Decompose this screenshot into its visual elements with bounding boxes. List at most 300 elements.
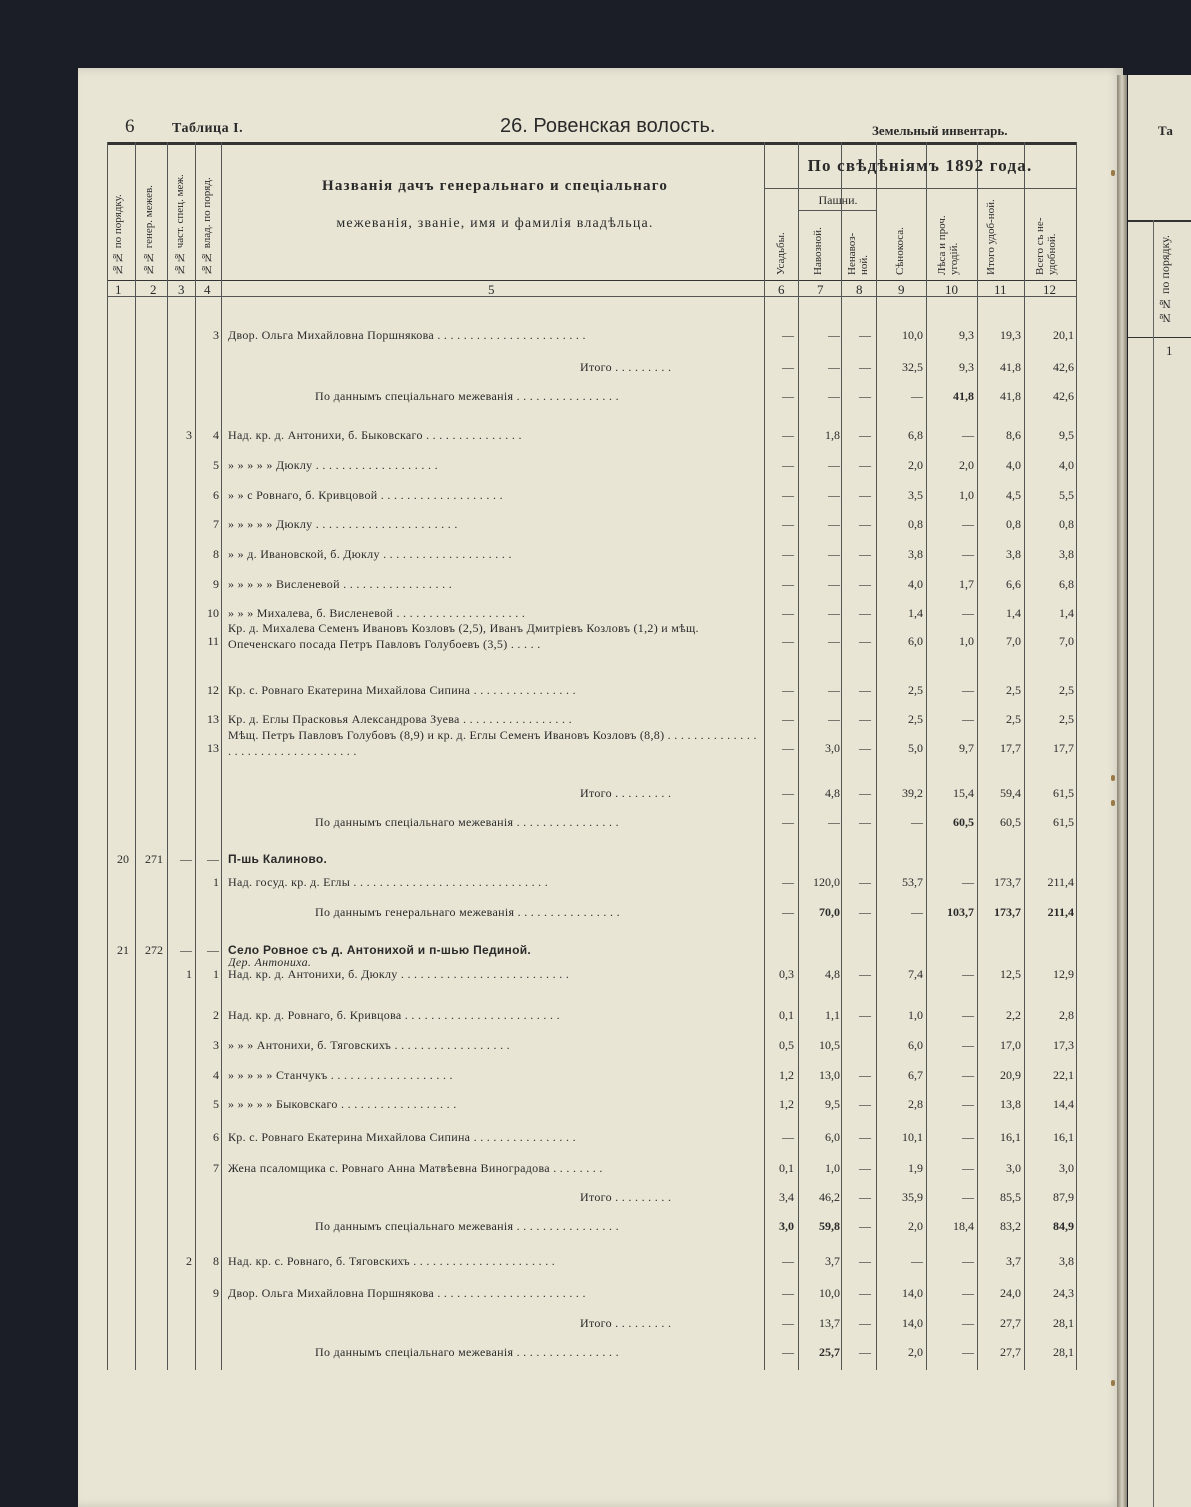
row-value-v9: 10,0 — [902, 328, 923, 342]
row-value-v9: 2,0 — [908, 1345, 923, 1359]
row-name: Над. кр. с. Ровнаго, б. Тяговскихъ . . . . . . . . . . . . . . . . . . . . . . — [228, 1254, 556, 1268]
row-value-v9: 14,0 — [902, 1316, 923, 1330]
col-header-by-data: По свѣдѣніямъ 1892 года. — [807, 156, 1033, 175]
row-name: » » » Михалева, б. Висленевой . . . . . . . . . . . . . . . . . . . . — [228, 606, 526, 620]
table-row — [0, 1130, 1191, 1152]
row-value-v10: — — [962, 1190, 974, 1204]
row-value-v9: 4,0 — [908, 577, 923, 591]
row-value-v10: — — [962, 1286, 974, 1300]
row-c4: 13 — [207, 741, 219, 755]
table-row — [0, 360, 1191, 382]
row-value-v10: — — [962, 1345, 974, 1359]
binding-stitch — [1111, 800, 1115, 806]
row-value-v9: 2,0 — [908, 458, 923, 472]
row-value-v7: — — [828, 606, 840, 620]
row-value-v8: — — [859, 1219, 871, 1233]
row-value-v8: — — [859, 577, 871, 591]
col-header-senokos: Сѣнокоса. — [894, 227, 906, 275]
row-value-v7: — — [828, 634, 840, 648]
row-value-v9: 5,0 — [908, 741, 923, 755]
row-c4: 3 — [213, 328, 219, 342]
row-name: По даннымъ спеціальнаго межеванія . . . . . . . . . . . . . . . . — [315, 389, 619, 403]
row-value-v7: 6,0 — [825, 1130, 840, 1144]
col-header-vsego: Всего съ не-удобной. — [1034, 217, 1058, 275]
row-value-v10: 15,4 — [953, 786, 974, 800]
table-row — [0, 1068, 1191, 1090]
col-header-title-1: Названія дачъ генеральнаго и спеціальнаго — [321, 178, 669, 194]
col-header-owner: №№ влад. по поряд. — [201, 177, 213, 275]
row-c4: 8 — [213, 547, 219, 561]
row-value-v7: — — [828, 547, 840, 561]
row-c4: — — [207, 852, 219, 866]
table-row — [0, 517, 1191, 539]
row-c4: 6 — [213, 1130, 219, 1144]
row-name: Село Ровное съ д. Антонихой и п-шью Пединой. — [228, 943, 532, 957]
row-value-v6: — — [782, 488, 794, 502]
row-value-v10: — — [962, 1316, 974, 1330]
row-name: П-шь Калиново. — [228, 852, 328, 866]
row-value-v10: — — [962, 1254, 974, 1268]
row-value-v11: 1,4 — [1006, 606, 1021, 620]
row-name: Двор. Ольга Михайловна Поршнякова . . . . . . . . . . . . . . . . . . . . . . . — [228, 328, 586, 342]
table-row — [0, 728, 1191, 763]
row-subheading: Дер. Антониха. — [228, 955, 312, 969]
row-value-v12: 211,4 — [1047, 875, 1074, 889]
row-value-v7: — — [828, 712, 840, 726]
row-value-v11: 16,1 — [1000, 1130, 1021, 1144]
row-value-v8: — — [859, 606, 871, 620]
col-header-gener: №№ генер. межев. — [143, 185, 155, 275]
row-value-v10: — — [962, 683, 974, 697]
row-value-v7: 10,5 — [819, 1038, 840, 1052]
row-name: » » с Ровнаго, б. Кривцовой . . . . . . . . . . . . . . . . . . . — [228, 488, 503, 502]
row-value-v6: — — [782, 328, 794, 342]
row-value-v7: — — [828, 488, 840, 502]
table-row — [0, 1008, 1191, 1030]
row-value-v12: 6,8 — [1059, 577, 1074, 591]
row-value-v8: — — [859, 786, 871, 800]
row-value-v11: 27,7 — [1000, 1345, 1021, 1359]
header-rule — [107, 142, 1077, 145]
row-value-v6: 1,2 — [779, 1097, 794, 1111]
row-c3: 3 — [186, 428, 192, 442]
row-value-v9: — — [911, 389, 923, 403]
col-header-order: №№ по порядку. — [112, 194, 124, 275]
row-value-v10: — — [962, 606, 974, 620]
col-number: 3 — [178, 282, 185, 297]
row-value-v11: 173,7 — [994, 905, 1021, 919]
row-c4: 4 — [213, 1068, 219, 1082]
row-c4: 6 — [213, 488, 219, 502]
row-value-v12: 42,6 — [1053, 389, 1074, 403]
row-c4: 5 — [213, 1097, 219, 1111]
row-value-v10: 1,0 — [959, 634, 974, 648]
row-value-v10: 2,0 — [959, 458, 974, 472]
row-name: Кр. с. Ровнаго Екатерина Михайлова Сипина . . . . . . . . . . . . . . . . — [228, 1130, 576, 1144]
row-c2: 272 — [145, 943, 163, 957]
col-header-itogo-udob: Итого удоб-ной. — [985, 199, 997, 275]
row-value-v9: 32,5 — [902, 360, 923, 374]
col-header-navoz: Навозной. — [812, 227, 824, 275]
next-page-col-number: 1 — [1166, 343, 1173, 358]
row-value-v11: 8,6 — [1006, 428, 1021, 442]
row-name: Итого . . . . . . . . . — [580, 1190, 672, 1204]
col-number: 1 — [115, 282, 122, 297]
row-name: » » » » » Станчукъ . . . . . . . . . . . . . . . . . . . — [228, 1068, 453, 1082]
row-value-v12: 12,9 — [1053, 967, 1074, 981]
table-row — [0, 488, 1191, 510]
row-c4: 13 — [207, 712, 219, 726]
row-value-v6: — — [782, 1316, 794, 1330]
row-value-v11: 13,8 — [1000, 1097, 1021, 1111]
row-value-v12: 3,0 — [1059, 1161, 1074, 1175]
row-value-v8: — — [859, 1130, 871, 1144]
row-value-v9: 1,9 — [908, 1161, 923, 1175]
row-value-v11: 85,5 — [1000, 1190, 1021, 1204]
row-c4: 11 — [207, 634, 219, 648]
row-value-v8: — — [859, 1316, 871, 1330]
row-value-v10: — — [962, 967, 974, 981]
row-value-v11: 3,0 — [1006, 1161, 1021, 1175]
row-c4: 12 — [207, 683, 219, 697]
row-value-v12: 0,8 — [1059, 517, 1074, 531]
table-row — [0, 1190, 1191, 1212]
row-value-v8: — — [859, 517, 871, 531]
row-name: » » » » » Быковскаго . . . . . . . . . . . . . . . . . . — [228, 1097, 457, 1111]
row-name: Итого . . . . . . . . . — [580, 360, 672, 374]
row-value-v7: 59,8 — [819, 1219, 840, 1233]
table-row — [0, 1254, 1191, 1276]
row-name: Над. госуд. кр. д. Еглы . . . . . . . . . . . . . . . . . . . . . . . . . . . . . . — [228, 875, 549, 889]
col-header-les: Лѣса и проч. угодій. — [936, 215, 960, 275]
row-value-v10: — — [962, 428, 974, 442]
col-number: 10 — [945, 282, 958, 297]
row-value-v9: 35,9 — [902, 1190, 923, 1204]
row-value-v6: 0,1 — [779, 1161, 794, 1175]
row-value-v10: — — [962, 547, 974, 561]
number-row-rule — [107, 296, 1077, 297]
row-value-v9: — — [911, 1254, 923, 1268]
row-c4: — — [207, 943, 219, 957]
row-value-v8: — — [859, 1008, 871, 1022]
row-value-v8: — — [859, 488, 871, 502]
row-value-v11: 0,8 — [1006, 517, 1021, 531]
row-value-v10: — — [962, 712, 974, 726]
row-name: Жена псаломщика с. Ровнаго Анна Матвѣевна Виноградова . . . . . . . . — [228, 1161, 603, 1175]
row-value-v6: — — [782, 547, 794, 561]
row-value-v11: 20,9 — [1000, 1068, 1021, 1082]
row-value-v10: 18,4 — [953, 1219, 974, 1233]
section-title: Земельный инвентарь. — [872, 123, 1008, 138]
table-label: Таблица I. — [172, 121, 244, 136]
row-value-v12: 16,1 — [1053, 1130, 1074, 1144]
row-value-v8: — — [859, 1161, 871, 1175]
row-value-v8: — — [859, 712, 871, 726]
row-value-v6: — — [782, 517, 794, 531]
table-row — [0, 1038, 1191, 1060]
binding-stitch — [1111, 1380, 1115, 1386]
row-value-v11: 41,8 — [1000, 360, 1021, 374]
row-value-v11: 83,2 — [1000, 1219, 1021, 1233]
row-value-v7: 3,7 — [825, 1254, 840, 1268]
table-row — [0, 328, 1191, 350]
next-page-header: Та — [1158, 123, 1173, 138]
row-c4: 8 — [213, 1254, 219, 1268]
row-name: По даннымъ спеціальнаго межеванія . . . . . . . . . . . . . . . . — [315, 815, 619, 829]
row-name: По даннымъ спеціальнаго межеванія . . . . . . . . . . . . . . . . — [315, 1219, 619, 1233]
row-value-v9: 2,5 — [908, 712, 923, 726]
row-c4: 7 — [213, 517, 219, 531]
row-c3: — — [180, 852, 192, 866]
row-value-v6: 3,0 — [779, 1219, 794, 1233]
row-value-v11: 2,2 — [1006, 1008, 1021, 1022]
row-c2: 271 — [145, 852, 163, 866]
row-value-v6: — — [782, 875, 794, 889]
row-value-v6: — — [782, 458, 794, 472]
row-value-v12: 2,5 — [1059, 683, 1074, 697]
row-value-v12: 24,3 — [1053, 1286, 1074, 1300]
binding-stitch — [1111, 775, 1115, 781]
row-value-v9: 39,2 — [902, 786, 923, 800]
row-value-v11: 59,4 — [1000, 786, 1021, 800]
row-value-v12: 3,8 — [1059, 547, 1074, 561]
col-number: 2 — [150, 282, 157, 297]
row-value-v6: 1,2 — [779, 1068, 794, 1082]
table-row — [0, 577, 1191, 599]
row-value-v11: 19,3 — [1000, 328, 1021, 342]
row-c3: 2 — [186, 1254, 192, 1268]
row-c4: 1 — [213, 875, 219, 889]
row-value-v7: 120,0 — [813, 875, 840, 889]
row-value-v7: — — [828, 683, 840, 697]
col-number: 5 — [488, 282, 495, 297]
col-header-usadby: Усадьбы. — [775, 232, 787, 275]
row-value-v10: 9,3 — [959, 360, 974, 374]
row-value-v6: — — [782, 634, 794, 648]
row-value-v12: 9,5 — [1059, 428, 1074, 442]
row-c3: — — [180, 943, 192, 957]
row-value-v8: — — [859, 360, 871, 374]
row-value-v12: 28,1 — [1053, 1316, 1074, 1330]
row-value-v10: — — [962, 1130, 974, 1144]
row-value-v9: 6,0 — [908, 634, 923, 648]
row-value-v7: — — [828, 577, 840, 591]
row-value-v8: — — [859, 741, 871, 755]
row-value-v7: 13,7 — [819, 1316, 840, 1330]
row-value-v7: — — [828, 815, 840, 829]
row-name: » » » » » Дюклу . . . . . . . . . . . . . . . . . . . — [228, 458, 438, 472]
col-header-spec: №№ част. спец. меж. — [174, 174, 186, 275]
table-row — [0, 786, 1191, 808]
row-value-v10: — — [962, 1008, 974, 1022]
table-row — [0, 1286, 1191, 1308]
row-value-v11: 27,7 — [1000, 1316, 1021, 1330]
table-row — [0, 428, 1191, 450]
row-value-v6: — — [782, 1286, 794, 1300]
row-c4: 7 — [213, 1161, 219, 1175]
row-value-v8: — — [859, 967, 871, 981]
row-value-v12: 28,1 — [1053, 1345, 1074, 1359]
row-value-v8: — — [859, 875, 871, 889]
row-c3: 1 — [186, 967, 192, 981]
row-value-v8: — — [859, 1190, 871, 1204]
row-value-v7: 4,8 — [825, 786, 840, 800]
row-c4: 4 — [213, 428, 219, 442]
row-value-v12: 87,9 — [1053, 1190, 1074, 1204]
row-value-v10: — — [962, 1038, 974, 1052]
row-value-v10: 60,5 — [953, 815, 974, 829]
row-value-v12: 5,5 — [1059, 488, 1074, 502]
row-value-v8: — — [859, 389, 871, 403]
row-value-v6: — — [782, 1130, 794, 1144]
row-value-v7: 1,8 — [825, 428, 840, 442]
col-number: 4 — [204, 282, 211, 297]
row-value-v10: — — [962, 875, 974, 889]
row-value-v9: 10,1 — [902, 1130, 923, 1144]
row-value-v11: 41,8 — [1000, 389, 1021, 403]
row-value-v6: 3,4 — [779, 1190, 794, 1204]
row-value-v7: — — [828, 458, 840, 472]
row-value-v9: 3,5 — [908, 488, 923, 502]
row-value-v9: — — [911, 905, 923, 919]
header-bottom-rule — [107, 280, 1077, 281]
row-value-v7: 1,1 — [825, 1008, 840, 1022]
row-value-v9: 7,4 — [908, 967, 923, 981]
row-value-v7: 70,0 — [819, 905, 840, 919]
page-title: 26. Ровенская волость. — [500, 115, 716, 137]
row-value-v12: 17,7 — [1053, 741, 1074, 755]
table-row — [0, 1097, 1191, 1119]
row-value-v12: 2,5 — [1059, 712, 1074, 726]
row-value-v6: — — [782, 606, 794, 620]
col-header-nenavoz: Ненавоз-ной. — [846, 232, 870, 275]
row-value-v6: — — [782, 360, 794, 374]
row-value-v9: 14,0 — [902, 1286, 923, 1300]
row-value-v6: — — [782, 712, 794, 726]
table-row — [0, 815, 1191, 837]
row-value-v8: — — [859, 905, 871, 919]
row-value-v7: — — [828, 328, 840, 342]
row-value-v6: — — [782, 683, 794, 697]
row-name: Двор. Ольга Михайловна Поршнякова . . . . . . . . . . . . . . . . . . . . . . . — [228, 1286, 586, 1300]
row-value-v6: — — [782, 428, 794, 442]
page-number: 6 — [125, 116, 135, 137]
row-value-v11: 12,5 — [1000, 967, 1021, 981]
row-value-v6: — — [782, 389, 794, 403]
row-value-v6: 0,5 — [779, 1038, 794, 1052]
row-value-v8: — — [859, 634, 871, 648]
row-value-v11: 173,7 — [994, 875, 1021, 889]
row-value-v10: — — [962, 1161, 974, 1175]
row-value-v11: 6,6 — [1006, 577, 1021, 591]
row-value-v8: — — [859, 815, 871, 829]
row-value-v6: 0,1 — [779, 1008, 794, 1022]
row-value-v12: 84,9 — [1053, 1219, 1074, 1233]
row-value-v8: — — [859, 428, 871, 442]
row-name: Мѣщ. Петръ Павловъ Голубовъ (8,9) и кр. д. Еглы Семенъ Ивановъ Козловъ (8,8) . . . . . . . . . . . . . . . . . . . . . . . . . . . . . . . . . . — [228, 728, 757, 758]
row-value-v10: 9,7 — [959, 741, 974, 755]
row-value-v11: 17,7 — [1000, 741, 1021, 755]
row-value-v6: 0,3 — [779, 967, 794, 981]
row-value-v12: 61,5 — [1053, 786, 1074, 800]
row-c4: 1 — [213, 967, 219, 981]
row-value-v10: — — [962, 1068, 974, 1082]
row-value-v11: 4,0 — [1006, 458, 1021, 472]
col-number: 6 — [778, 282, 785, 297]
row-value-v7: 4,8 — [825, 967, 840, 981]
row-value-v9: 6,0 — [908, 1038, 923, 1052]
row-value-v9: — — [911, 815, 923, 829]
row-value-v10: — — [962, 1097, 974, 1111]
row-value-v7: 3,0 — [825, 741, 840, 755]
row-c4: 9 — [213, 1286, 219, 1300]
row-value-v6: — — [782, 815, 794, 829]
row-name: » » » » » Висленевой . . . . . . . . . . . . . . . . . — [228, 577, 453, 591]
row-value-v12: 1,4 — [1059, 606, 1074, 620]
row-value-v6: — — [782, 1254, 794, 1268]
row-name: По даннымъ спеціальнаго межеванія . . . . . . . . . . . . . . . . — [315, 1345, 619, 1359]
row-value-v7: 10,0 — [819, 1286, 840, 1300]
table-row — [0, 389, 1191, 411]
row-value-v11: 7,0 — [1006, 634, 1021, 648]
row-name: Над. кр. д. Ровнаго, б. Кривцова . . . . . . . . . . . . . . . . . . . . . . . . — [228, 1008, 560, 1022]
row-name: » » » Антонихи, б. Тяговскихъ . . . . . . . . . . . . . . . . . . — [228, 1038, 510, 1052]
row-value-v9: 2,5 — [908, 683, 923, 697]
row-value-v9: 2,0 — [908, 1219, 923, 1233]
row-value-v6: — — [782, 786, 794, 800]
row-value-v11: 60,5 — [1000, 815, 1021, 829]
table-row — [0, 458, 1191, 480]
row-name: » » д. Ивановской, б. Дюклу . . . . . . . . . . . . . . . . . . . . — [228, 547, 512, 561]
row-value-v8: — — [859, 1345, 871, 1359]
row-value-v8: — — [859, 458, 871, 472]
row-value-v6: — — [782, 577, 794, 591]
row-value-v12: 3,8 — [1059, 1254, 1074, 1268]
row-value-v6: — — [782, 905, 794, 919]
table-row — [0, 1316, 1191, 1338]
row-c4: 5 — [213, 458, 219, 472]
row-value-v8: — — [859, 1286, 871, 1300]
row-value-v12: 61,5 — [1053, 815, 1074, 829]
row-value-v7: 13,0 — [819, 1068, 840, 1082]
row-name: Итого . . . . . . . . . — [580, 1316, 672, 1330]
next-page-col-header: №№ по порядку. — [1158, 235, 1172, 325]
row-c1: 20 — [117, 852, 129, 866]
row-value-v10: 9,3 — [959, 328, 974, 342]
row-c4: 10 — [207, 606, 219, 620]
row-value-v7: 9,5 — [825, 1097, 840, 1111]
row-value-v10: 41,8 — [953, 389, 974, 403]
row-value-v12: 211,4 — [1047, 905, 1074, 919]
binding-stitch — [1111, 170, 1115, 176]
table-row — [0, 1161, 1191, 1183]
row-value-v11: 17,0 — [1000, 1038, 1021, 1052]
table-row — [0, 621, 1191, 656]
table-row — [0, 852, 1191, 874]
row-value-v12: 42,6 — [1053, 360, 1074, 374]
table-row — [0, 905, 1191, 927]
row-name: Кр. д. Еглы Прасковья Александрова Зуева . . . . . . . . . . . . . . . . . — [228, 712, 572, 726]
row-name: Кр. с. Ровнаго Екатерина Михайлова Сипина . . . . . . . . . . . . . . . . — [228, 683, 576, 697]
row-value-v8: — — [859, 1254, 871, 1268]
row-value-v10: — — [962, 517, 974, 531]
row-name: Над. кр. д. Антонихи, б. Быковскаго . . . . . . . . . . . . . . . — [228, 428, 522, 442]
row-value-v11: 4,5 — [1006, 488, 1021, 502]
row-value-v8: — — [859, 683, 871, 697]
row-value-v12: 14,4 — [1053, 1097, 1074, 1111]
row-value-v7: — — [828, 360, 840, 374]
row-c4: 9 — [213, 577, 219, 591]
